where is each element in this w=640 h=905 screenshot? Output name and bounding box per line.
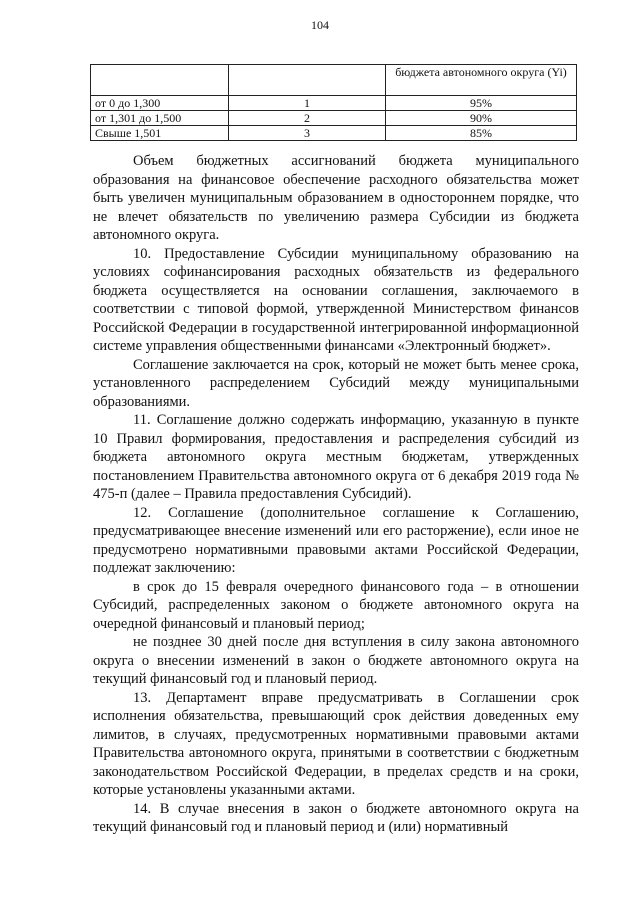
table-cell: от 0 до 1,300 xyxy=(91,96,229,111)
paragraph: 12. Соглашение (дополнительное соглашение к Соглашению, предусматривающее внесение изменений или его расторжение), если иное не предусмотрено нормативными правовыми актами Российской Федерации, подлежат заключению: xyxy=(93,504,579,576)
paragraph: Соглашение заключается на срок, который не может быть менее срока, установленного распределением Субсидий между муниципальными образованиями. xyxy=(93,356,579,410)
paragraph: 11. Соглашение должно содержать информацию, указанную в пункте 10 Правил формирования, предоставления и распределения субсидий из бюджета автономного округа местным бюджетам, утвержденных постановлением Правительства автономного округа от 6 декабря 2019 года № 475-п (далее – Правила предоставления Субсидий). xyxy=(93,412,579,502)
page-number: 104 xyxy=(311,18,329,32)
table-header-cell: бюджета автономного округа (Yi) xyxy=(386,65,577,96)
table-row xyxy=(91,126,577,141)
table-cell: 85% xyxy=(386,126,577,141)
table-cell: от 1,301 до 1,500 xyxy=(91,111,229,126)
table-header-cell xyxy=(229,65,386,96)
table-cell: 2 xyxy=(229,111,386,126)
table-cell: 1 xyxy=(229,96,386,111)
table-cell: Свыше 1,501 xyxy=(91,126,229,141)
paragraph: Объем бюджетных ассигнований бюджета муниципального образования на финансовое обеспечение расходного обязательства может быть увеличен муниципальным образованием в одностороннем порядке, что не влечет обязательств по увеличению размера Субсидии из бюджета автономного округа. xyxy=(93,153,579,243)
table-header-row xyxy=(91,65,577,96)
paragraph: 10. Предоставление Субсидии муниципальному образованию на условиях софинансирования расходных обязательств из федерального бюджета осуществляется на основании соглашения, заключаемого в соответствии с типовой формой, утвержденной Министерством финансов Российской Федерации в государственной интегрированной информационной системе управления общественными финансами «Электронный бюджет». xyxy=(93,245,579,354)
paragraph: в срок до 15 февраля очередного финансового года – в отношении Субсидий, распределенных законом о бюджете автономного округа на очередной финансовый и плановый период; xyxy=(93,578,579,632)
table-cell: 95% xyxy=(386,96,577,111)
table-header-cell xyxy=(91,65,229,96)
table-row xyxy=(91,111,577,126)
table-row xyxy=(91,96,577,111)
coefficient-table xyxy=(90,64,577,141)
paragraph: 14. В случае внесения в закон о бюджете автономного округа на текущий финансовый год и плановый период и (или) нормативный xyxy=(93,800,579,835)
table-cell: 90% xyxy=(386,111,577,126)
table-cell: 3 xyxy=(229,126,386,141)
paragraph: не позднее 30 дней после дня вступления в силу закона автономного округа о внесении изменений в закон о бюджете автономного округа на текущий финансовый год и плановый период. xyxy=(93,634,579,687)
document-body xyxy=(93,152,579,837)
paragraph: 13. Департамент вправе предусматривать в Соглашении срок исполнения обязательства, превышающий срок действия доведенных ему лимитов, в случаях, предусмотренных нормативными правовыми актами Правительства автономного округа, принятыми в соответствии с бюджетным законодательством Российской Федерации, в пределах средств и на сроки, которые установлены указанными актами. xyxy=(93,689,579,798)
